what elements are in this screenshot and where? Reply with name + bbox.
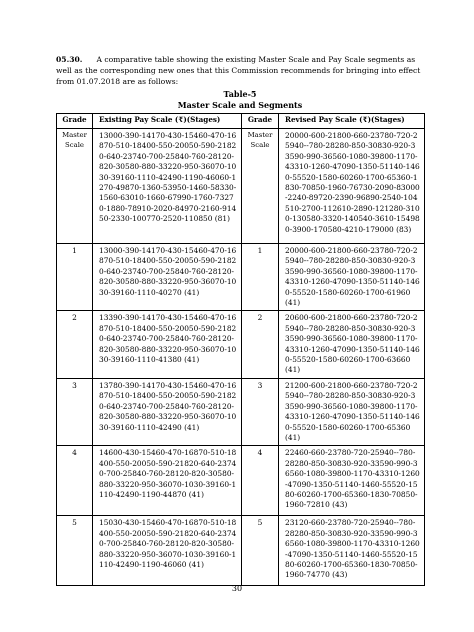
table-title: Table-5 xyxy=(223,89,257,99)
existing-scale-cell: 13000-390-14170-430-15460-470-16870-510-18400-550-20050-590-21820-640-23740-700-25840-760-28120-820-30580-880-33220-950-36070-1030-39160-1110-40270 (41) xyxy=(93,244,242,311)
paragraph-number: 05.30. xyxy=(56,55,83,64)
existing-scale-cell: 14600-430-15460-470-16870-510-18400-550-20050-590-21820-640-23740-700-25840-760-28120-820-30580-880-33220-950-36070-1030-39160-1110-42490-1190-44870 (41) xyxy=(93,446,242,516)
paragraph-text: A comparative table showing the existing Master Scale and Pay Scale segments as well as the corresponding new ones that this Commission recommends for bringing into effect from 01.07.2018 are as follows: xyxy=(56,55,421,86)
header-grade-left: Grade xyxy=(57,114,93,129)
existing-scale-cell: 15030-430-15460-470-16870-510-18400-550-20050-590-21820-640-23740-700-25840-760-28120-820-30580-880-33220-950-36070-1030-39160-1110-42490-1190-46060 (41) xyxy=(93,516,242,586)
revised-grade-cell: 1 xyxy=(242,244,279,311)
grade-cell: Master Scale xyxy=(57,129,93,244)
table-subtitle: Master Scale and Segments xyxy=(177,100,303,110)
intro-paragraph xyxy=(56,54,424,87)
grade-cell: 5 xyxy=(57,516,93,586)
revised-scale-cell: 20000-600-21800-660-23780-720-25940--780-28280-850-30830-920-33590-990-36560-1080-39800-1170-43310-1260-47090-1350-51140-1460-55520-1580-60260-1700-65360-1830-70850-1960-76730-2090-83000-2240-89720-2390-96890-2540-104510-2700-112610-2890-121280-3100-130580-3320-140540-3610-154980-3900-170580-4210-179000 (83) xyxy=(279,129,425,244)
table-row xyxy=(57,446,425,516)
revised-scale-cell: 21200-600-21800-660-23780-720-25940--780-28280-850-30830-920-33590-990-36560-1080-39800-1170-43310-1260-47090-1350-51140-1460-55520-1580-60260-1700-65360 (41) xyxy=(279,378,425,445)
revised-scale-cell: 22460-660-23780-720-25940--780-28280-850-30830-920-33590-990-36560-1080-39800-1170-43310-1260-47090-1350-51140-1460-55520-1580-60260-1700-65360-1830-70850-1960-72810 (43) xyxy=(279,446,425,516)
grade-cell: 4 xyxy=(57,446,93,516)
revised-scale-cell: 20000-600-21800-660-23780-720-25940--780-28280-850-30830-920-33590-990-36560-1080-39800-1170-43310-1260-47090-1350-51140-1460-55520-1580-60260-1700-61960 (41) xyxy=(279,244,425,311)
revised-scale-cell: 23120-660-23780-720-25940--780-28280-850-30830-920-33590-990-36560-1080-39800-1170-43310-1260-47090-1350-51140-1460-55520-1580-60260-1700-65360-1830-70850-1960-74770 (43) xyxy=(279,516,425,586)
table-row xyxy=(57,129,425,244)
table-header-row xyxy=(57,114,425,129)
revised-grade-cell: 4 xyxy=(242,446,279,516)
table-row xyxy=(57,311,425,378)
revised-grade-cell: 3 xyxy=(242,378,279,445)
page-number: 30 xyxy=(231,584,243,593)
grade-cell: 3 xyxy=(57,378,93,445)
table-row xyxy=(57,244,425,311)
revised-grade-cell: 2 xyxy=(242,311,279,378)
header-grade-right: Grade xyxy=(242,114,279,129)
grade-cell: 2 xyxy=(57,311,93,378)
pay-scale-table xyxy=(56,113,425,586)
revised-scale-cell: 20600-600-21800-660-23780-720-25940--780-28280-850-30830-920-33590-990-36560-1080-39800-1170-43310-1260-47090-1350-51140-1460-55520-1580-60260-1700-63660 (41) xyxy=(279,311,425,378)
revised-grade-cell: Master Scale xyxy=(242,129,279,244)
header-existing-pay-scale: Existing Pay Scale (₹)(Stages) xyxy=(93,114,242,129)
table-row xyxy=(57,378,425,445)
revised-grade-cell: 5 xyxy=(242,516,279,586)
existing-scale-cell: 13390-390-14170-430-15460-470-16870-510-18400-550-20050-590-21820-640-23740-700-25840-760-28120-820-30580-880-33220-950-36070-1030-39160-1110-41380 (41) xyxy=(93,311,242,378)
grade-cell: 1 xyxy=(57,244,93,311)
header-revised-pay-scale: Revised Pay Scale (₹)(Stages) xyxy=(279,114,425,129)
existing-scale-cell: 13780-390-14170-430-15460-470-16870-510-18400-550-20050-590-21820-640-23740-700-25840-760-28120-820-30580-880-33220-950-36070-1030-39160-1110-42490 (41) xyxy=(93,378,242,445)
existing-scale-cell: 13000-390-14170-430-15460-470-16870-510-18400-550-20050-590-21820-640-23740-700-25840-760-28120-820-30580-880-33220-950-36070-1030-39160-1110-42490-1190-46060-1270-49870-1360-53950-1460-58330-1560-63010-1660-67990-1760-73270-1880-78910-2020-84970-2160-91450-2330-100770-2520-110850 (81) xyxy=(93,129,242,244)
table-row xyxy=(57,516,425,586)
